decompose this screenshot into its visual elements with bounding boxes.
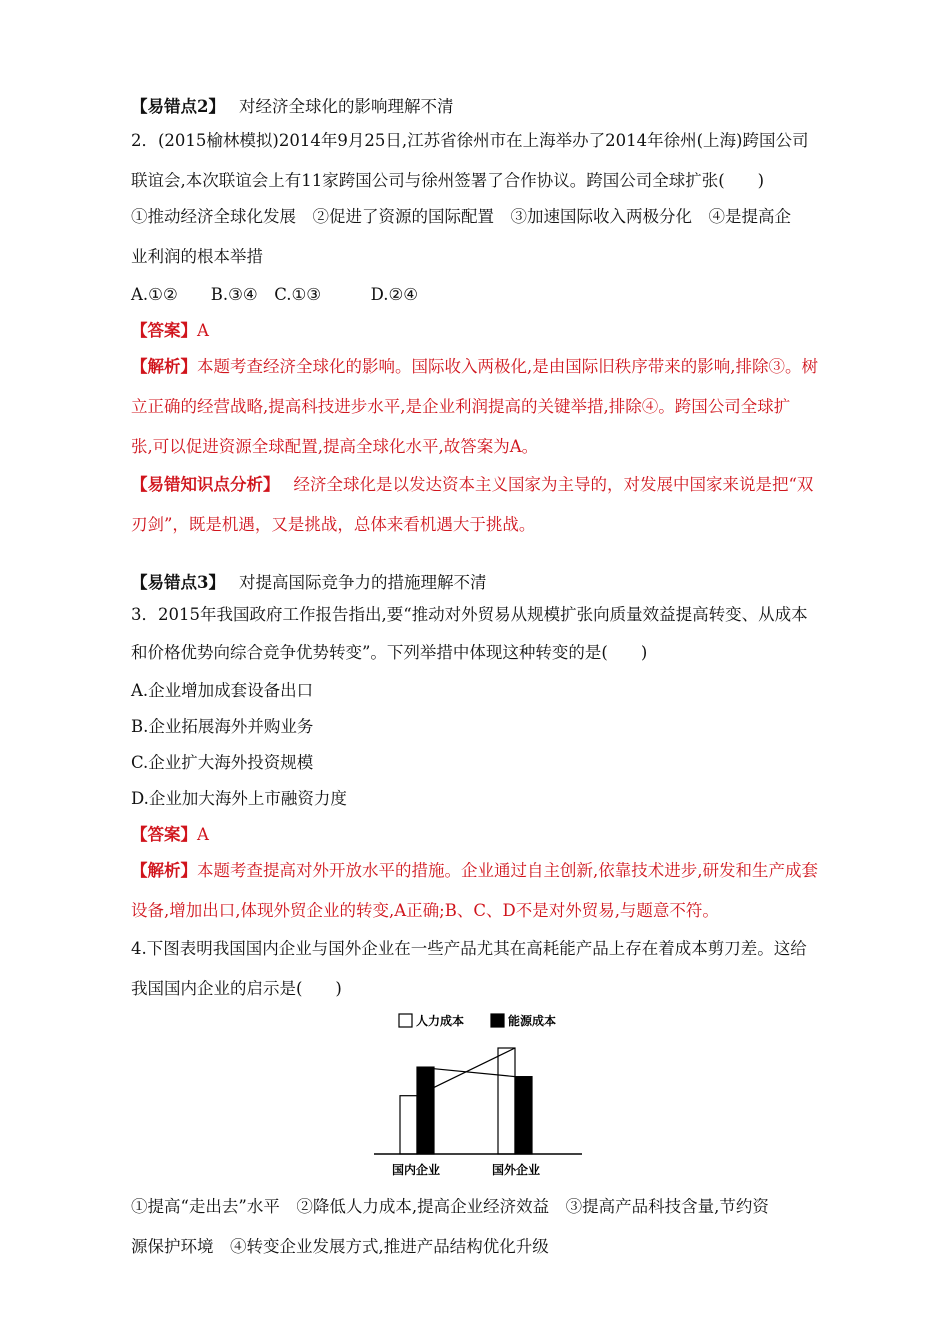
q4-line-2: 我国国内企业的启示是( ) <box>131 979 342 998</box>
bar-1-0 <box>498 1048 515 1154</box>
q2-knowledge-point-label: 【易错知识点分析】 <box>131 475 280 494</box>
q2-options-line-2: 业利润的根本举措 <box>131 247 263 266</box>
legend-label-0: 人力成本 <box>416 1014 465 1028</box>
q2-knowledge-point-line-2: 刃剑”，既是机遇，又是挑战，总体来看机遇大于挑战。 <box>131 515 536 534</box>
cost-chart-svg <box>368 1008 588 1188</box>
cost-comparison-chart <box>368 1008 588 1188</box>
bar-1-1 <box>515 1077 532 1154</box>
q3-line-1: 3．2015年我国政府工作报告指出,要“推动对外贸易从规模扩张向质量效益提高转变、从成本 <box>131 605 808 624</box>
q3-analysis-line-2: 设备,增加出口,体现外贸企业的转变,A正确;B、C、D不是对外贸易,与题意不符。 <box>131 901 719 920</box>
q4-line-1: 4.下图表明我国国内企业与国外企业在一些产品尤其在高耗能产品上存在着成本剪刀差。这给 <box>131 939 807 958</box>
q2-analysis-label: 【解析】 <box>131 357 197 376</box>
q2-analysis-line-2: 立正确的经营战略,提高科技进步水平,是企业利润提高的关键举措,排除④。跨国公司全球扩 <box>131 397 791 416</box>
q3-answer-value: A <box>197 825 209 844</box>
q2-knowledge-point-text-1: 经济全球化是以发达资本主义国家为主导的，对发展中国家来说是把“双 <box>293 475 814 494</box>
q2-options-line-1: ①推动经济全球化发展 ②促进了资源的国际配置 ③加速国际收入两极分化 ④是提高企 <box>131 207 791 226</box>
bar-0-1 <box>417 1067 434 1154</box>
q2-answer-value: A <box>197 321 209 340</box>
q2-line-2: 联谊会,本次联谊会上有11家跨国公司与徐州签署了合作协议。跨国公司全球扩张( ) <box>131 171 765 190</box>
q3-option-b: B.企业拓展海外并购业务 <box>131 717 314 736</box>
section-3-tag: 【易错点3】 <box>131 573 225 592</box>
q3-analysis-text-1: 本题考查提高对外开放水平的措施。企业通过自主创新,依靠技术进步,研发和生产成套 <box>197 861 818 880</box>
q2-knowledge-point-line-1 <box>131 474 813 496</box>
q3-answer <box>131 824 209 846</box>
q3-option-c: C.企业扩大海外投资规模 <box>131 753 314 772</box>
q2-analysis-text-1: 本题考查经济全球化的影响。国际收入两极化,是由国际旧秩序带来的影响,排除③。树 <box>197 357 818 376</box>
q3-analysis-line-1 <box>131 860 818 882</box>
q2-analysis-line-1 <box>131 356 818 378</box>
category-label-0: 国内企业 <box>391 1163 441 1177</box>
q4-options-line-2: 源保护环境 ④转变企业发展方式,推进产品结构优化升级 <box>131 1237 549 1256</box>
legend-swatch-1 <box>491 1014 504 1027</box>
section-3-title: 对提高国际竞争力的措施理解不清 <box>238 573 487 592</box>
q2-choices: A.①② B.③④ C.①③ D.②④ <box>131 285 419 304</box>
legend-swatch-0 <box>399 1014 412 1027</box>
q3-line-2: 和价格优势向综合竞争优势转变”。下列举措中体现这种转变的是( ) <box>131 643 648 662</box>
q3-option-d: D.企业加大海外上市融资力度 <box>131 789 347 808</box>
q3-answer-label: 【答案】 <box>131 825 197 844</box>
q2-answer-label: 【答案】 <box>131 321 197 340</box>
q2-line-1: 2．(2015榆林模拟)2014年9月25日,江苏省徐州市在上海举办了2014年徐州(上海)跨国公司 <box>131 131 809 150</box>
category-label-1: 国外企业 <box>491 1163 541 1177</box>
section-3-heading <box>131 572 486 594</box>
section-2-heading <box>131 96 453 118</box>
legend-label-1: 能源成本 <box>508 1014 557 1028</box>
q3-analysis-label: 【解析】 <box>131 861 197 880</box>
q2-answer <box>131 320 209 342</box>
q4-options-line-1: ①提高“走出去”水平 ②降低人力成本,提高企业经济效益 ③提高产品科技含量,节约资 <box>131 1197 769 1216</box>
q2-analysis-line-3: 张,可以促进资源全球配置,提高全球化水平,故答案为A。 <box>131 437 539 456</box>
section-2-tag: 【易错点2】 <box>131 97 225 116</box>
bar-0-0 <box>400 1096 417 1154</box>
section-2-title: 对经济全球化的影响理解不清 <box>238 97 454 116</box>
q3-option-a: A.企业增加成套设备出口 <box>131 681 314 700</box>
